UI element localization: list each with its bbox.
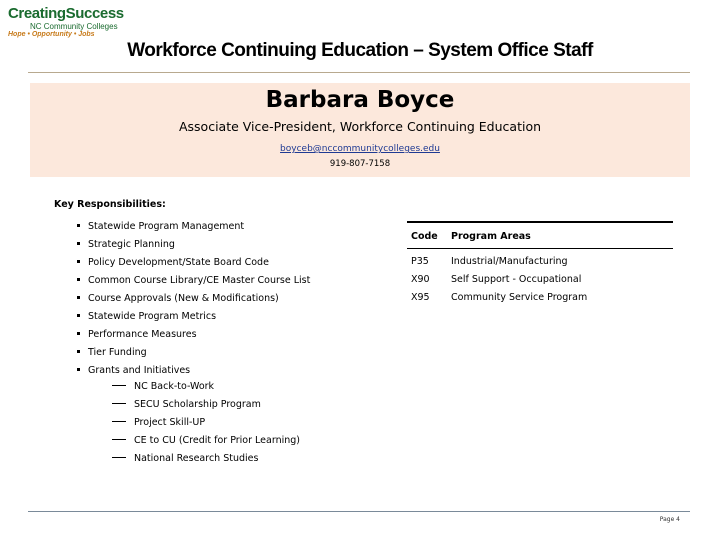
table-row xyxy=(407,272,673,290)
logo xyxy=(8,5,124,40)
sub-list-item xyxy=(112,380,300,398)
list-item xyxy=(77,238,310,256)
logo-wordmark: CreatingSuccess xyxy=(8,5,124,22)
sub-list-item xyxy=(112,434,300,452)
page-number: Page 4 xyxy=(659,516,680,523)
bullet-icon xyxy=(77,296,80,299)
bullet-icon xyxy=(77,242,80,245)
sub-list-item xyxy=(112,398,300,416)
sub-list-item-label: NC Back-to-Work xyxy=(134,381,215,392)
responsibilities-list xyxy=(77,220,310,382)
list-item-label: Policy Development/State Board Code xyxy=(88,257,269,268)
program-area: Industrial/Manufacturing xyxy=(451,256,568,267)
list-item-label: Tier Funding xyxy=(88,347,147,358)
bullet-icon xyxy=(77,224,80,227)
page-title: Workforce Continuing Education – System Office Staff xyxy=(127,40,593,61)
list-item xyxy=(77,346,310,364)
top-divider xyxy=(28,72,690,73)
sub-list-item-label: CE to CU (Credit for Prior Learning) xyxy=(134,435,300,446)
logo-tagline: Hope • Opportunity • Jobs xyxy=(8,31,95,38)
sub-list-item xyxy=(112,416,300,434)
table-header-row xyxy=(407,222,673,249)
table-row xyxy=(407,249,673,273)
profile-banner xyxy=(30,83,690,177)
logo-subtitle: NC Community Colleges xyxy=(30,22,118,31)
dash-icon xyxy=(112,439,126,440)
dash-icon xyxy=(112,457,126,458)
email-link[interactable]: boyceb@nccommunitycolleges.edu xyxy=(280,144,440,154)
list-item-label: Performance Measures xyxy=(88,329,197,340)
program-code: X95 xyxy=(411,292,430,303)
program-code: P35 xyxy=(411,256,429,267)
bullet-icon xyxy=(77,314,80,317)
bullet-icon xyxy=(77,278,80,281)
table-row xyxy=(407,290,673,308)
list-item-label: Common Course Library/CE Master Course List xyxy=(88,275,311,286)
list-item xyxy=(77,328,310,346)
list-item xyxy=(77,274,310,292)
dash-icon xyxy=(112,421,126,422)
list-item-label: Course Approvals (New & Modifications) xyxy=(88,293,279,304)
column-header-code: Code xyxy=(407,222,447,249)
list-item xyxy=(77,256,310,274)
person-role: Associate Vice-President, Workforce Continuing Education xyxy=(178,119,542,134)
program-areas-table xyxy=(407,221,673,308)
dash-icon xyxy=(112,385,126,386)
list-item-label: Statewide Program Metrics xyxy=(88,311,217,322)
column-header-program-areas: Program Areas xyxy=(447,222,673,249)
sub-list-item-label: SECU Scholarship Program xyxy=(134,399,261,410)
bullet-icon xyxy=(77,260,80,263)
dash-icon xyxy=(112,403,126,404)
program-area: Self Support - Occupational xyxy=(451,274,582,285)
list-item xyxy=(77,310,310,328)
sub-list-item-label: National Research Studies xyxy=(134,453,259,464)
responsibilities-heading: Key Responsibilities: xyxy=(54,199,166,210)
bullet-icon xyxy=(77,350,80,353)
list-item-label: Statewide Program Management xyxy=(88,221,245,232)
list-item-label: Strategic Planning xyxy=(88,239,175,250)
sub-list-item xyxy=(112,452,300,470)
program-code: X90 xyxy=(411,274,430,285)
bullet-icon xyxy=(77,368,80,371)
phone-number: 919-807-7158 xyxy=(329,159,391,169)
program-area: Community Service Program xyxy=(451,292,588,303)
list-item xyxy=(77,220,310,238)
bullet-icon xyxy=(77,332,80,335)
list-item xyxy=(77,292,310,310)
list-item-label: Grants and Initiatives xyxy=(88,365,191,376)
sub-list-item-label: Project Skill-UP xyxy=(134,417,206,428)
person-name: Barbara Boyce xyxy=(265,87,455,113)
bottom-divider xyxy=(28,511,690,512)
grants-sublist xyxy=(112,380,300,470)
